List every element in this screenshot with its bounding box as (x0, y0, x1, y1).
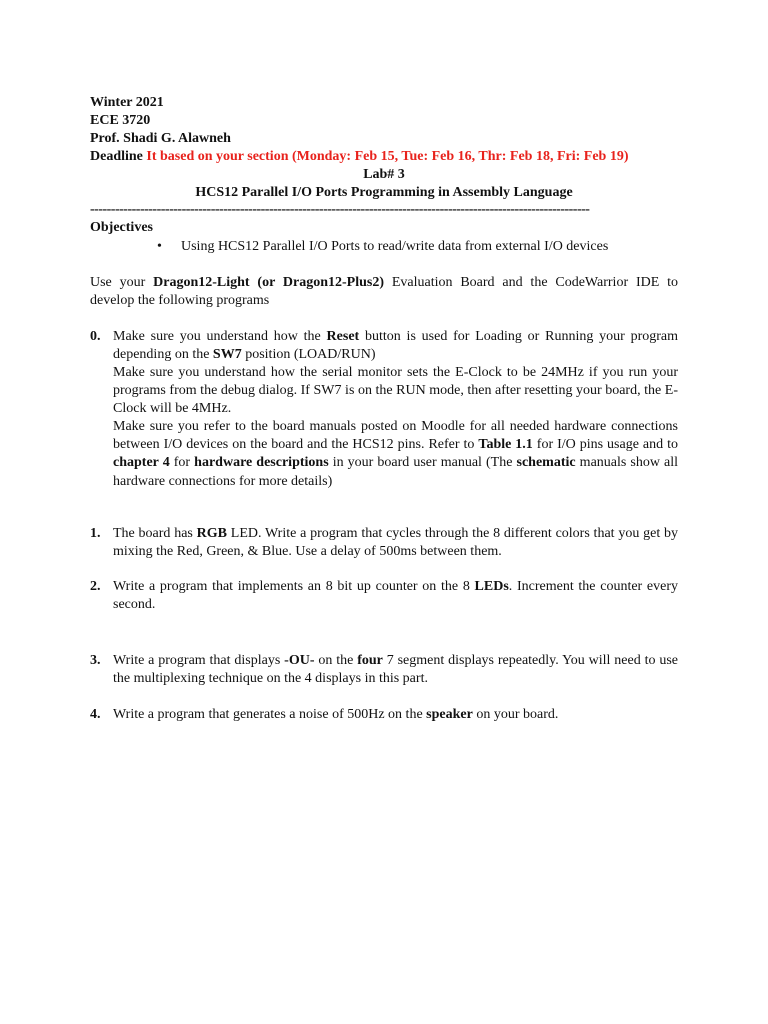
separator-rule: ------------------------------------------------------------------------------------------------------------------------ (90, 202, 590, 217)
task-0-paragraph-1 (113, 328, 678, 364)
task-text: 7 segment displays repeatedly. You will need to use the multiplexing technique on the 4 displays in this part. (113, 653, 678, 687)
deadline-label: Deadline (90, 149, 143, 164)
task-text: Write a program that implements an 8 bit up counter on the 8 (113, 579, 475, 594)
task-bold: Table 1.1 (478, 437, 533, 453)
task-text: for I/O pins usage and to (532, 437, 678, 453)
task-text: Make sure you understand how the (113, 329, 327, 344)
lab-title: HCS12 Parallel I/O Ports Programming in Assembly Language (195, 185, 573, 200)
task-bold: schematic (516, 455, 576, 471)
task-0-paragraph-2: Make sure you understand how the serial monitor sets the E-Clock to be 24MHz if you run your programs from the debug dialog. If SW7 is on the RUN mode, then after resetting your board, the E-Clock will be 4MHz. (113, 365, 678, 417)
task-bold: chapter 4 (113, 455, 170, 471)
task-bold: RGB (196, 526, 227, 541)
task-text: on your board. (472, 707, 559, 722)
professor-name: Prof. Shadi G. Alawneh (90, 131, 231, 146)
intro-paragraph (90, 274, 678, 310)
task-text: Write a program that generates a noise of 500Hz on the (113, 707, 427, 722)
task-text: The board has (113, 526, 197, 541)
task-bold: hardware descriptions (194, 455, 329, 471)
task-bold: -OU- (284, 653, 315, 668)
course-code: ECE 3720 (90, 113, 151, 128)
task-text: position (LOAD/RUN) (241, 347, 376, 363)
objectives-heading: Objectives (90, 220, 153, 235)
task-text: button is used for Loading or Running your program depending on the (113, 329, 678, 363)
task-bold: LEDs (474, 579, 509, 594)
task-2-paragraph (113, 578, 678, 614)
task-bold: four (357, 653, 383, 668)
task-number: 1. (90, 526, 101, 541)
task-4-paragraph (113, 706, 678, 724)
task-text: for (169, 455, 195, 471)
bullet-icon: • (157, 239, 162, 254)
task-text: . Increment the counter every second. (113, 579, 679, 613)
task-bold: Reset (326, 329, 360, 344)
objective-item: Using HCS12 Parallel I/O Ports to read/write data from external I/O devices (181, 239, 609, 254)
task-text: Write a program that displays (113, 653, 285, 668)
task-number: 4. (90, 707, 101, 722)
task-3-paragraph (113, 652, 678, 688)
term: Winter 2021 (90, 95, 164, 110)
deadline-text: It based on your section (Monday: Feb 15, Tue: Feb 16, Thr: Feb 18, Fri: Feb 19) (146, 149, 629, 164)
task-text: on the (314, 653, 358, 668)
task-bold: SW7 (212, 347, 242, 363)
intro-text: Use your (90, 275, 154, 290)
task-0-paragraph-3 (113, 418, 678, 491)
task-text: Make sure you refer to the board manuals posted on Moodle for all needed hardware connections between I/O devices on the board and the HCS12 pins. Refer to (113, 419, 678, 453)
task-bold: speaker (426, 707, 473, 722)
lab-number: Lab# 3 (363, 167, 405, 182)
task-1-paragraph (113, 525, 678, 561)
task-text: in your board user manual (The (328, 455, 517, 471)
task-text: manuals show all hardware connections for more details) (113, 455, 679, 489)
task-text: LED. Write a program that cycles through the 8 different colors that you get by mixing the Red, Green, & Blue. Use a delay of 500ms between them. (113, 526, 678, 560)
task-number: 0. (90, 329, 101, 344)
intro-text: Evaluation Board and the CodeWarrior IDE to develop the following programs (90, 275, 679, 309)
deadline-line (90, 148, 629, 166)
board-name: Dragon12-Light (or Dragon12-Plus2) (153, 275, 384, 290)
task-number: 2. (90, 579, 101, 594)
task-number: 3. (90, 653, 101, 668)
